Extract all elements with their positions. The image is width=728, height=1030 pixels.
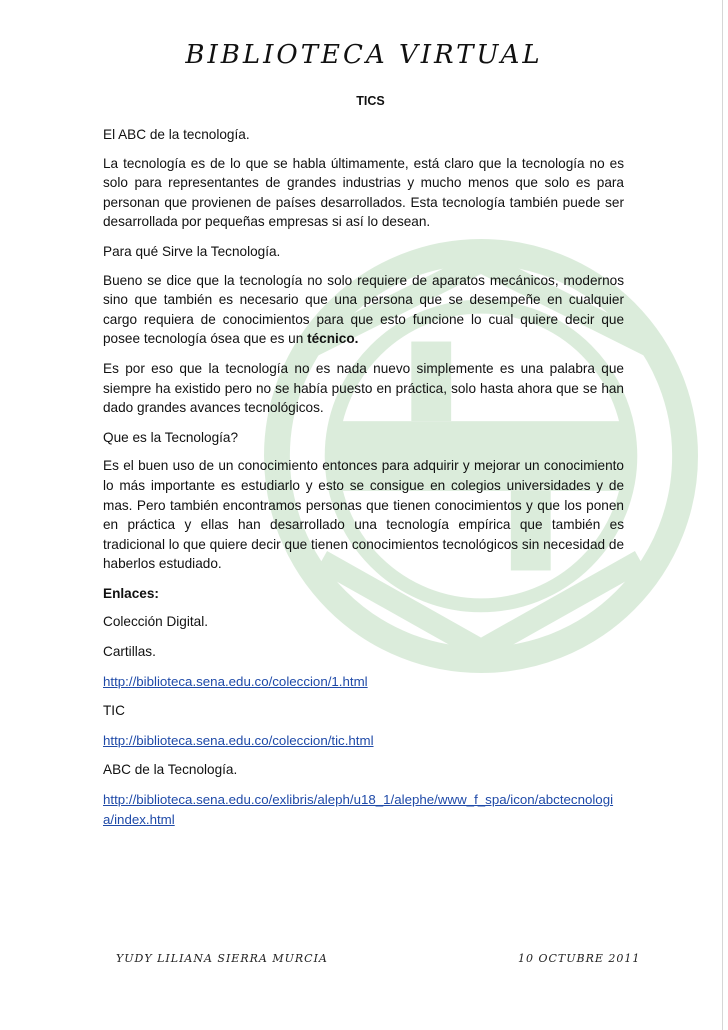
page-subtitle: TICS bbox=[356, 94, 385, 108]
footer-date: 10 OCTUBRE 2011 bbox=[518, 952, 641, 965]
link-label-coleccion: Colección Digital. bbox=[103, 614, 209, 630]
link-label-abc: ABC de la Tecnología. bbox=[103, 762, 238, 778]
page-header-title: BIBLIOTECA VIRTUAL bbox=[185, 40, 543, 70]
paragraph-purpose-bold: técnico. bbox=[307, 331, 359, 347]
paragraph-purpose-text: Bueno se dice que la tecnología no solo requiere de aparatos mecánicos, modernos sino que también es necesario que una persona que se desempeñe en cualquier cargo requiera de conocimientos para que esto funcione lo cual quiere decir que posee tecnología ósea que es un bbox=[103, 272, 624, 347]
link-url-tic[interactable]: http://biblioteca.sena.edu.co/coleccion/tic.html bbox=[103, 732, 374, 748]
paragraph-evolution: Es por eso que la tecnología no es nada nuevo simplemente es una palabra que siempre ha existido pero no se había puesto en práctica, solo hasta ahora que se han dado grandes avances tecnológicos. bbox=[103, 360, 624, 416]
paragraph-what: Es el buen uso de un conocimiento entonces para adquirir y mejorar un conocimiento lo más importante es estudiarlo y esto se consigue en colegios universidades y de mas. Pero también encontramos personas que tienen conocimientos y que los ponen en práctica y ellas han desarrollado una tecnología empírica que también es tradicional lo que quiere decir que tienen conocimientos tecnológicos sin necesidad de haberlos estudiado. bbox=[103, 458, 624, 572]
footer-author: YUDY LILIANA SIERRA MURCIA bbox=[116, 952, 328, 965]
document-body bbox=[103, 94, 624, 839]
link-label-tic: TIC bbox=[103, 703, 125, 719]
link-label-cartillas: Cartillas. bbox=[103, 644, 156, 660]
links-heading: Enlaces: bbox=[103, 585, 159, 601]
section-heading-abc: El ABC de la tecnología. bbox=[103, 127, 250, 142]
link-url-coleccion[interactable]: http://biblioteca.sena.edu.co/coleccion/1.html bbox=[103, 673, 368, 689]
link-url-abc[interactable]: http://biblioteca.sena.edu.co/exlibris/aleph/u18_1/alephe/www_f_spa/icon/abctecnologia/index.html bbox=[103, 792, 614, 827]
paragraph-abc: La tecnología es de lo que se habla últimamente, está claro que la tecnología no es solo para representantes de grandes industrias y mucho menos que solo es para personan que provienen de países desarrollados. Esta tecnología también puede ser desarrollada por pequeñas empresas si así lo desean. bbox=[103, 155, 624, 230]
page-edge bbox=[722, 0, 723, 1030]
paragraph-purpose bbox=[103, 271, 624, 349]
section-heading-what: Que es la Tecnología? bbox=[103, 429, 239, 445]
section-heading-purpose: Para qué Sirve la Tecnología. bbox=[103, 243, 281, 259]
